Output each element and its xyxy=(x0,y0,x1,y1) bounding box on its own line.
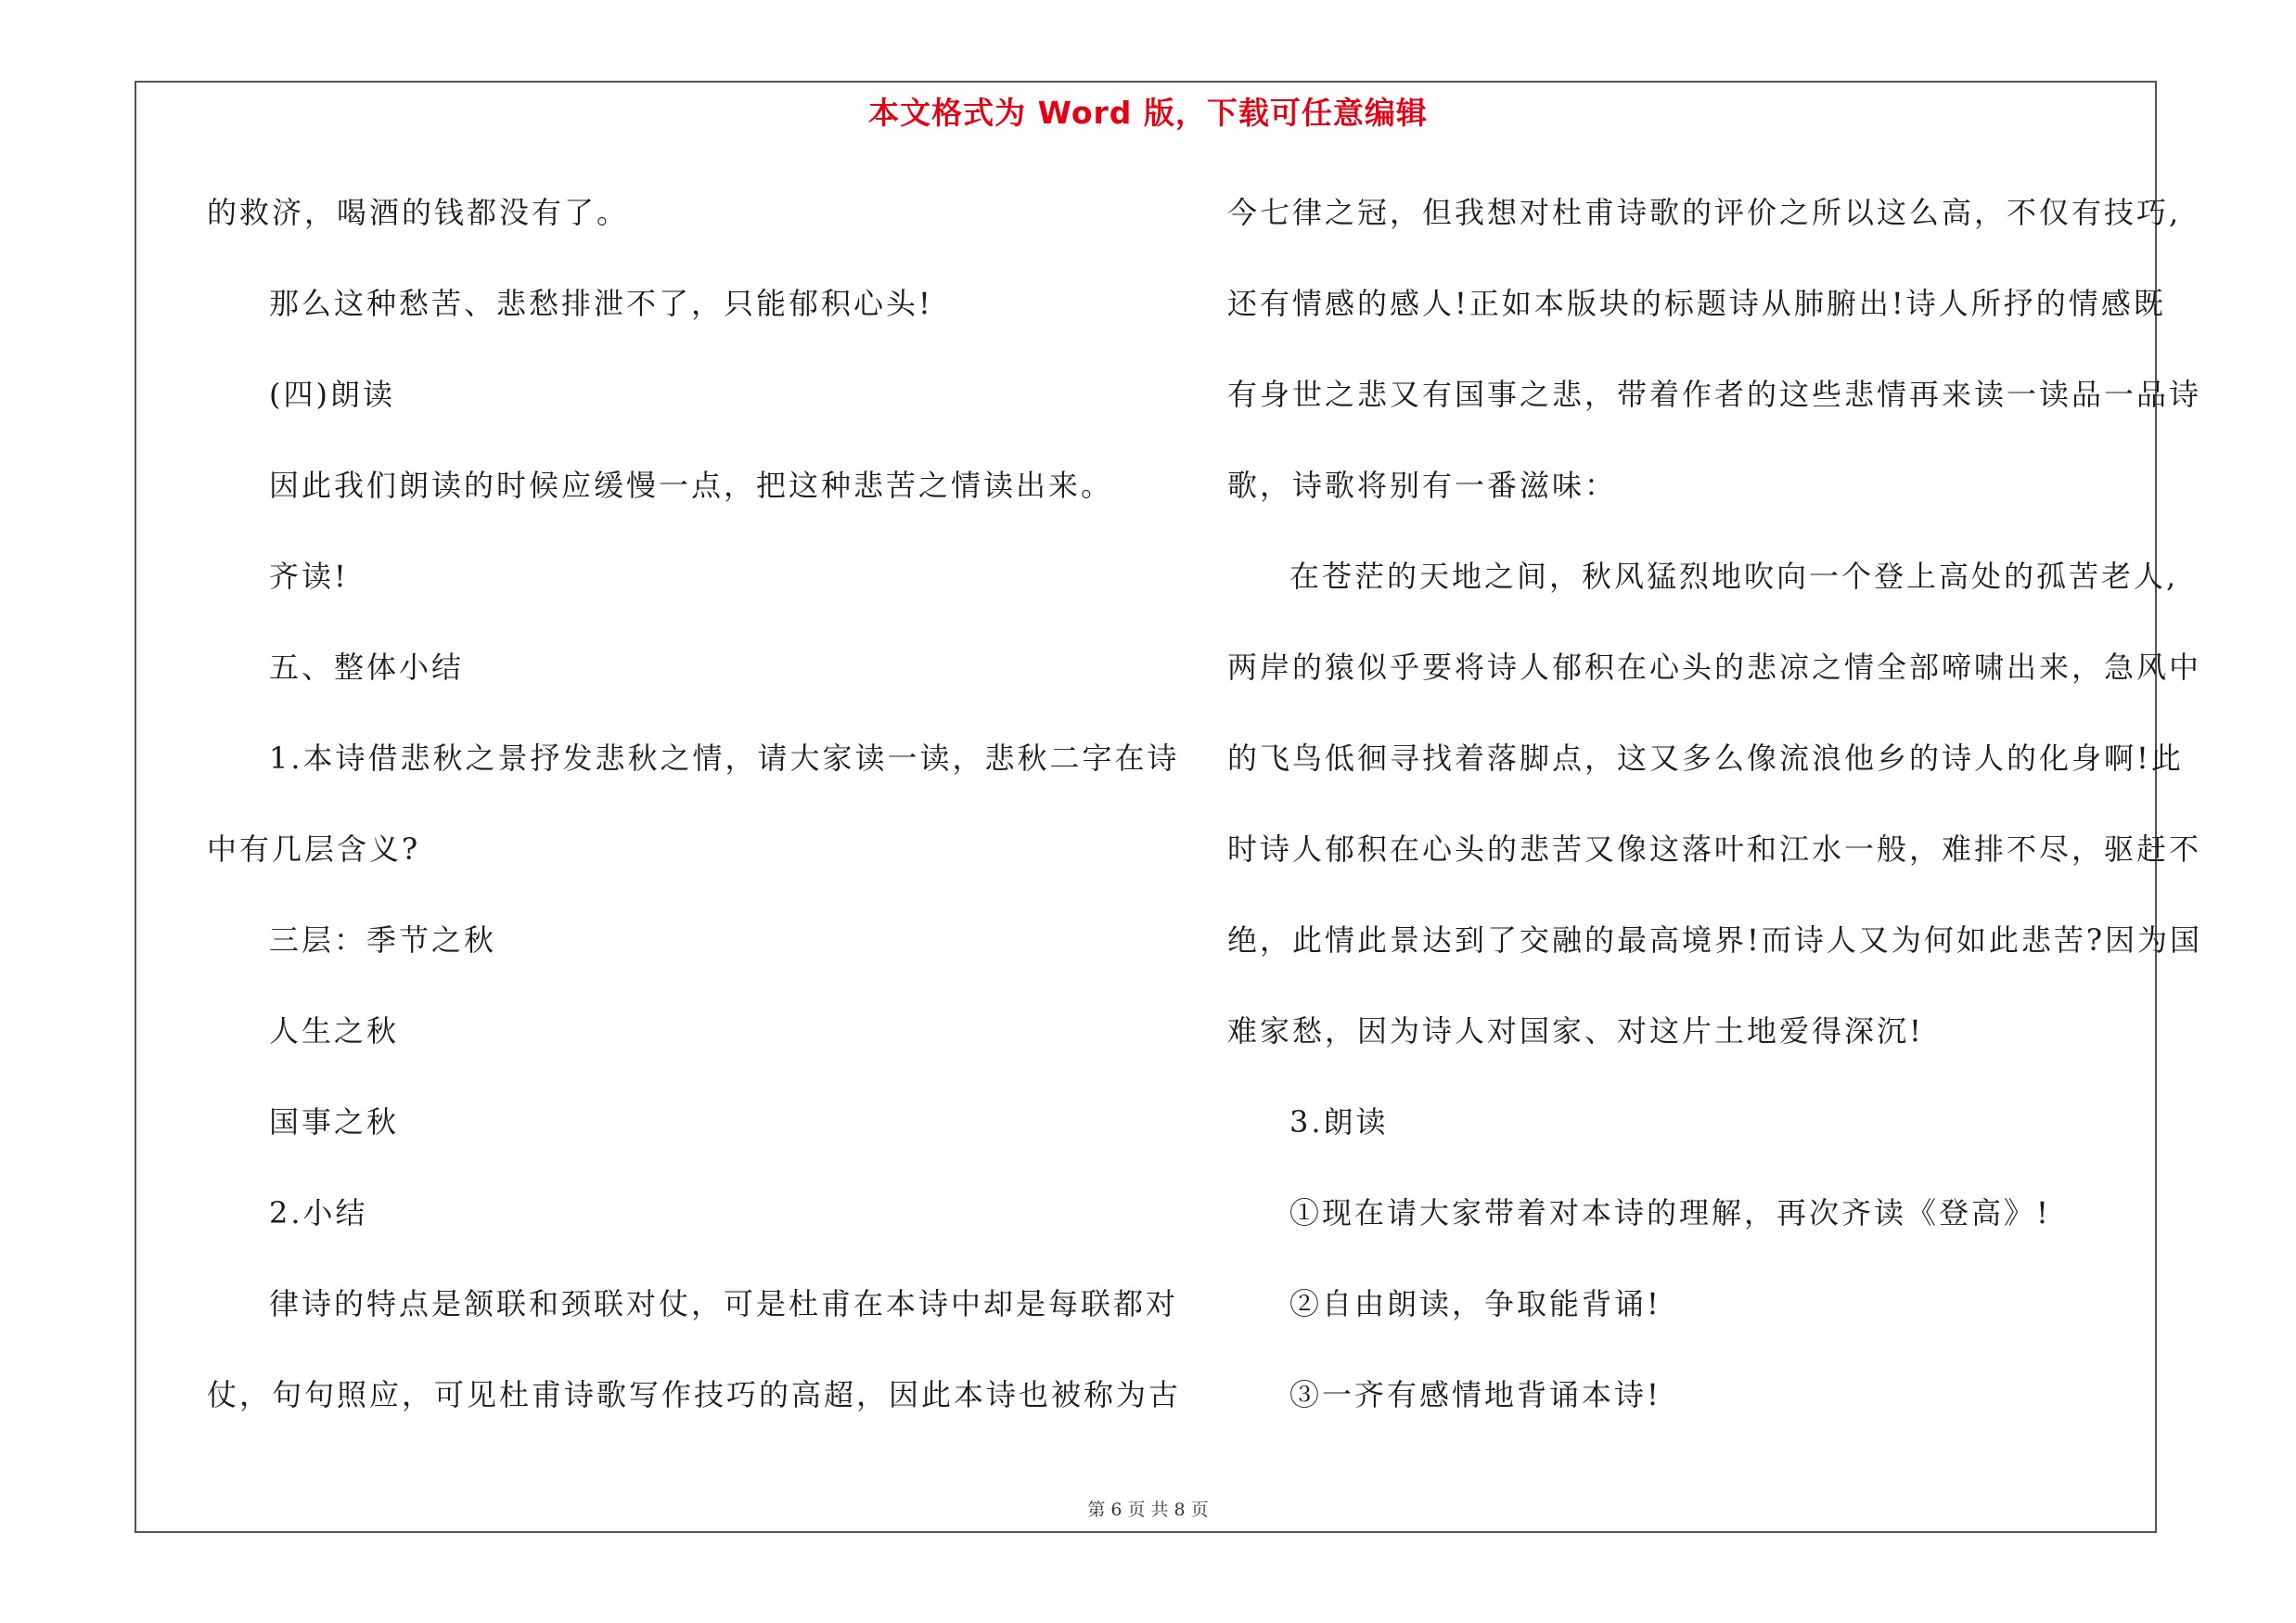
text-line: 齐读! xyxy=(269,559,349,594)
text-line: 在苍茫的天地之间，秋风猛烈地吹向一个登上高处的孤苦老人, xyxy=(1289,559,2179,594)
left-text-column xyxy=(207,190,1182,1463)
text-line: 的飞鸟低徊寻找着落脚点，这又多么像流浪他乡的诗人的化身啊!此 xyxy=(1227,741,2184,776)
text-line: 中有几层含义? xyxy=(207,831,421,867)
text-line: 绝，此情此景达到了交融的最高境界!而诗人又为何如此悲苦?因为国 xyxy=(1227,922,2203,958)
text-line: 2.小结 xyxy=(269,1195,368,1230)
text-line: 那么这种愁苦、悲愁排泄不了，只能郁积心头! xyxy=(269,286,933,321)
text-line: 歌，诗歌将别有一番滋味： xyxy=(1227,468,1618,503)
text-line: 人生之秋 xyxy=(269,1013,400,1049)
text-line: 1.本诗借悲秋之景抒发悲秋之情，请大家读一读，悲秋二字在诗 xyxy=(269,741,1180,776)
text-line: 三层：季节之秋 xyxy=(269,922,497,958)
text-line: 时诗人郁积在心头的悲苦又像这落叶和江水一般，难排不尽，驱赶不 xyxy=(1227,831,2202,867)
text-line: ①现在请大家带着对本诗的理解，再次齐读《登高》! xyxy=(1289,1195,2051,1230)
page-number-footer: 第 6 页 共 8 页 xyxy=(1087,1500,1209,1520)
text-line: ②自由朗读，争取能背诵! xyxy=(1289,1286,1661,1321)
right-text-column xyxy=(1227,190,2203,1463)
text-line: 五、整体小结 xyxy=(269,650,465,685)
text-line: (四)朗读 xyxy=(269,377,395,412)
format-notice-banner: 本文格式为 Word 版，下载可任意编辑 xyxy=(868,95,1428,131)
text-line: 3.朗读 xyxy=(1289,1104,1389,1140)
text-line: 两岸的猿似乎要将诗人郁积在心头的悲凉之情全部啼啸出来，急风中 xyxy=(1227,650,2202,685)
text-line: ③一齐有感情地背诵本诗! xyxy=(1289,1377,1661,1412)
text-line: 律诗的特点是颔联和颈联对仗，可是杜甫在本诗中却是每联都对 xyxy=(269,1286,1179,1321)
text-line: 因此我们朗读的时候应缓慢一点，把这种悲苦之情读出来。 xyxy=(269,468,1114,503)
text-line: 难家愁，因为诗人对国家、对这片土地爱得深沉! xyxy=(1227,1013,1924,1049)
text-line: 仗，句句照应，可见杜甫诗歌写作技巧的高超，因此本诗也被称为古 xyxy=(207,1377,1182,1412)
text-line: 今七律之冠，但我想对杜甫诗歌的评价之所以这么高，不仅有技巧, xyxy=(1227,195,2182,230)
text-line: 国事之秋 xyxy=(269,1104,400,1140)
text-line: 有身世之悲又有国事之悲，带着作者的这些悲情再来读一读品一品诗 xyxy=(1227,377,2202,412)
text-line: 的救济，喝酒的钱都没有了。 xyxy=(207,195,630,230)
text-line: 还有情感的感人!正如本版块的标题诗从肺腑出!诗人所抒的情感既 xyxy=(1227,286,2166,321)
